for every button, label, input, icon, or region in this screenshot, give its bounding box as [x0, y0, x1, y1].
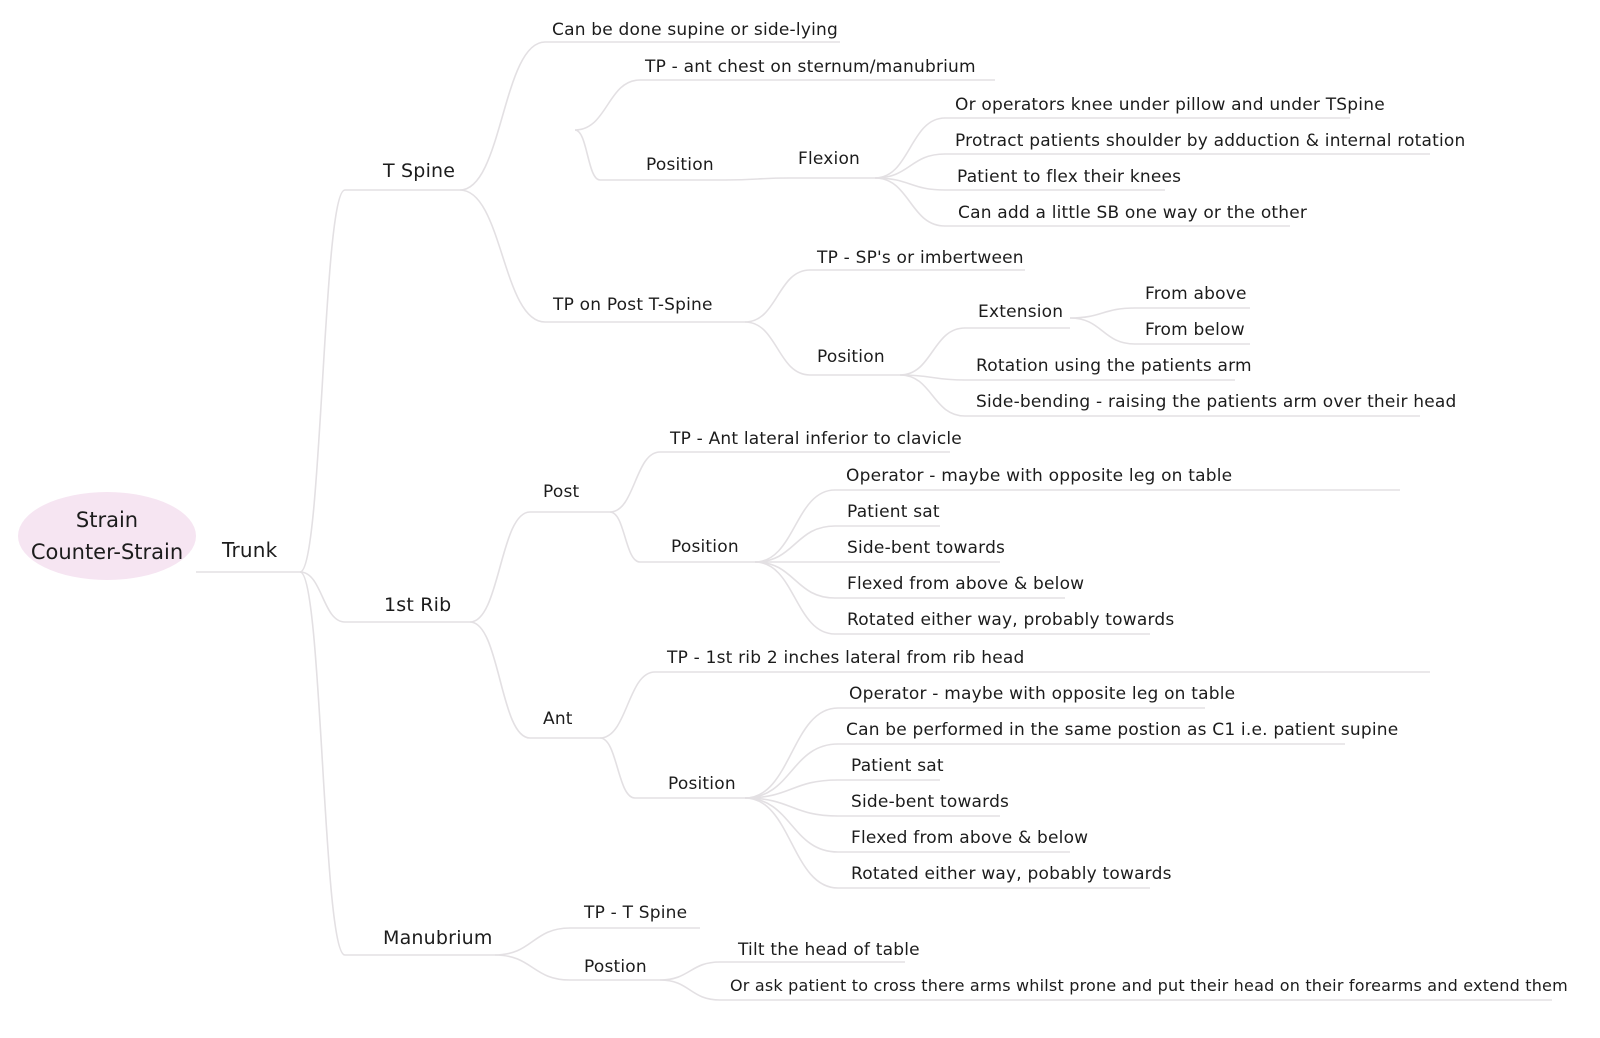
root-node[interactable]	[18, 492, 196, 580]
node-flexion-item[interactable]: Patient to flex their knees	[957, 167, 1182, 187]
connector-line	[495, 928, 700, 955]
connector-line	[725, 178, 875, 180]
node-trunk[interactable]: Trunk	[222, 538, 278, 562]
node-manubrium-tp[interactable]: TP - T Spine	[584, 903, 688, 923]
node-manubrium[interactable]: Manubrium	[383, 927, 493, 949]
node-post-position-item[interactable]: Rotation using the patients arm	[976, 356, 1252, 376]
node-rib-ant-item[interactable]: Flexed from above & below	[851, 828, 1089, 848]
node-manubrium-item[interactable]: Or ask patient to cross there arms whilst prone and put their head on their forearms and extend them	[730, 976, 1568, 995]
node-tp-on-post-t-spine[interactable]: TP on Post T-Spine	[553, 295, 713, 315]
root-line-1: Strain	[75, 508, 139, 532]
node-rib-post[interactable]: Post	[543, 482, 580, 502]
connector-line	[300, 190, 460, 572]
node-t-spine-position[interactable]: Position	[646, 155, 714, 175]
connector-line	[470, 622, 600, 738]
node-1st-rib[interactable]: 1st Rib	[384, 594, 452, 616]
node-rib-post-item[interactable]: Flexed from above & below	[847, 574, 1085, 594]
node-rib-post-item[interactable]: Rotated either way, probably towards	[847, 610, 1175, 630]
node-manubrium-postion[interactable]: Postion	[584, 957, 647, 977]
node-rib-ant-tp[interactable]: TP - 1st rib 2 inches lateral from rib head	[667, 648, 1025, 668]
node-rib-ant[interactable]: Ant	[543, 709, 573, 729]
connector-line	[300, 572, 495, 955]
node-rib-post-item[interactable]: Operator - maybe with opposite leg on table	[846, 466, 1233, 486]
node-flexion-item[interactable]: Protract patients shoulder by adduction & internal rotation	[955, 131, 1466, 151]
node-rib-ant-item[interactable]: Rotated either way, pobably towards	[851, 864, 1172, 884]
connector-line	[745, 744, 1345, 798]
node-extension-item[interactable]: From below	[1145, 320, 1245, 340]
root-line-2: Counter-Strain	[30, 540, 184, 564]
node-manubrium-item[interactable]: Tilt the head of table	[738, 940, 920, 960]
node-flexion-item[interactable]: Can add a little SB one way or the other	[958, 203, 1308, 223]
node-flexion[interactable]: Flexion	[798, 149, 861, 169]
node-rib-ant-item[interactable]: Side-bent towards	[851, 792, 1010, 812]
node-rib-post-item[interactable]: Patient sat	[847, 502, 940, 522]
node-rib-post-item[interactable]: Side-bent towards	[847, 538, 1006, 558]
node-extension[interactable]: Extension	[978, 302, 1064, 322]
connector-line	[1070, 308, 1250, 318]
node-rib-post-tp[interactable]: TP - Ant lateral inferior to clavicle	[670, 429, 962, 449]
connector-line	[470, 512, 610, 622]
node-rib-ant-item[interactable]: Patient sat	[851, 756, 944, 776]
node-post-position-item[interactable]: Side-bending - raising the patients arm over their head	[976, 392, 1457, 412]
node-rib-ant-position[interactable]: Position	[668, 774, 736, 794]
node-tp-ant-chest[interactable]: TP - ant chest on sternum/manubrium	[645, 57, 976, 77]
node-post-t-spine-position[interactable]: Position	[817, 347, 885, 367]
node-t-spine[interactable]: T Spine	[383, 160, 456, 182]
node-extension-item[interactable]: From above	[1145, 284, 1247, 304]
connector-line	[575, 80, 995, 130]
node-flexion-item[interactable]: Or operators knee under pillow and under TSpine	[955, 95, 1385, 115]
node-supine-or-side-lying[interactable]: Can be done supine or side-lying	[552, 20, 838, 40]
node-rib-ant-item[interactable]: Can be performed in the same postion as C1 i.e. patient supine	[846, 720, 1399, 740]
node-rib-ant-item[interactable]: Operator - maybe with opposite leg on table	[849, 684, 1236, 704]
node-rib-post-position[interactable]: Position	[671, 537, 739, 557]
node-tp-sps[interactable]: TP - SP's or imbertween	[817, 248, 1024, 268]
